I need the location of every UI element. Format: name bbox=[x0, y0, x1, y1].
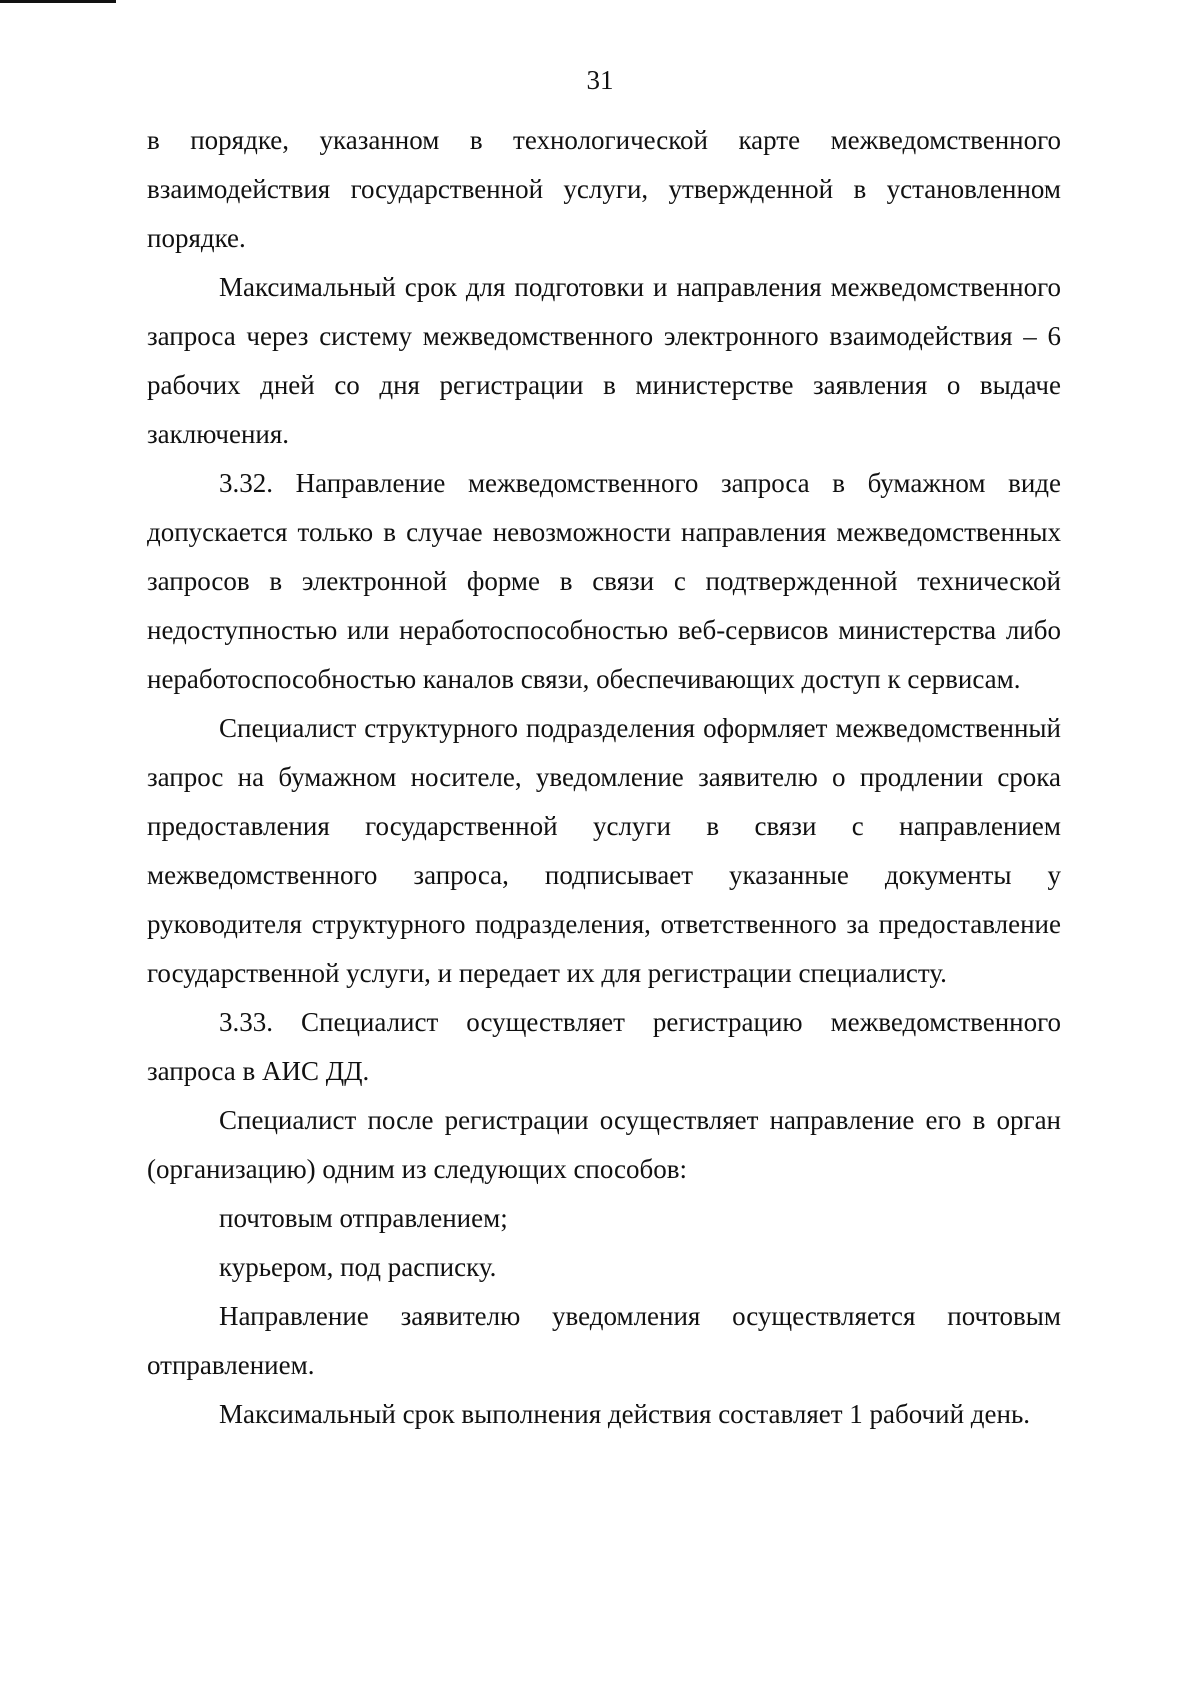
paragraph-max-term-electronic: Максимальный срок для подготовки и направления межведомственного запроса через систему межведомственного электронного взаимодействия – 6 рабочих дней со дня регистрации в министерстве заявления о выдаче заключения. bbox=[147, 272, 1061, 449]
paragraph-notification: Направление заявителю уведомления осуществляется почтовым отправлением. bbox=[147, 1301, 1061, 1380]
list-item-postal: почтовым отправлением; bbox=[219, 1203, 508, 1233]
paragraph-3-32: 3.32. Направление межведомственного запроса в бумажном виде допускается только в случае невозможности направления межведомственных запросов в электронной форме в связи с подтвержденной технической недоступностью или неработоспособностью веб-сервисов министерства либо неработоспособностью каналов связи, обеспечивающих доступ к сервисам. bbox=[147, 468, 1061, 694]
paragraph-sending-methods: Специалист после регистрации осуществляет направление его в орган (организацию) одним из следующих способов: bbox=[147, 1105, 1061, 1184]
paragraph-continuation: в порядке, указанном в технологической карте межведомственного взаимодействия государственной услуги, утвержденной в установленном порядке. bbox=[147, 125, 1061, 253]
scan-corner-mark bbox=[0, 0, 116, 3]
paragraph-max-term-action: Максимальный срок выполнения действия составляет 1 рабочий день. bbox=[219, 1399, 1031, 1429]
list-item-courier: курьером, под расписку. bbox=[219, 1252, 497, 1282]
paragraph-specialist-paper-request: Специалист структурного подразделения оформляет межведомственный запрос на бумажном носителе, уведомление заявителю о продлении срока предоставления государственной услуги в связи с направлением межведомственного запроса, подписывает указанные документы у руководителя структурного подразделения, ответственного за предоставление государственной услуги, и передает их для регистрации специалисту. bbox=[147, 713, 1061, 988]
document-body bbox=[147, 116, 1061, 1439]
page-number: 31 bbox=[586, 65, 614, 95]
paragraph-3-33: 3.33. Специалист осуществляет регистрацию межведомственного запроса в АИС ДД. bbox=[147, 1007, 1061, 1086]
